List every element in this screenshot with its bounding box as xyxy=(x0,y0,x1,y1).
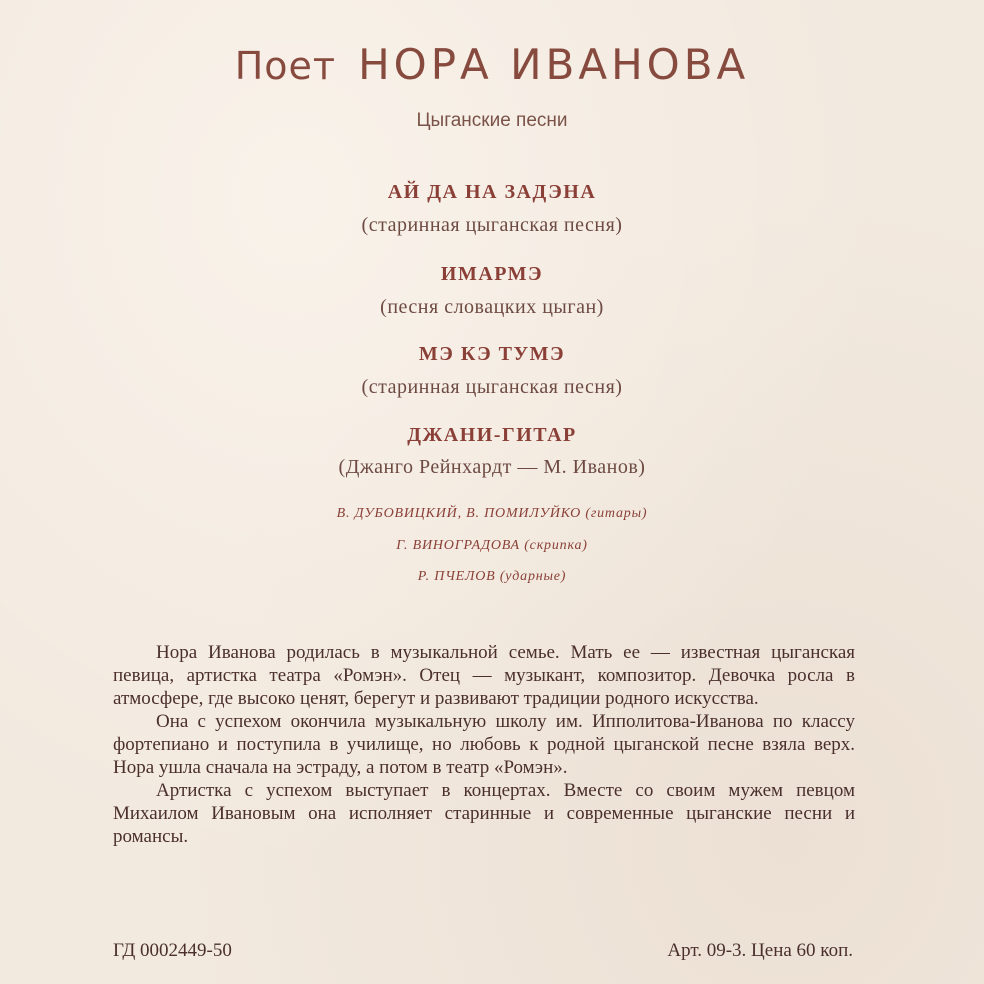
artist-name: НОРА ИВАНОВА xyxy=(358,40,750,89)
song-title: МЭ КЭ ТУМЭ xyxy=(418,343,566,365)
bio-paragraph: Нора Иванова родилась в музыкальной семье. Мать ее — известная цыганская певица, артистка театра «Ромэн». Отец — музыкант, композитор. Девочка росла в атмосфере, где высоко ценят, берегут и развивают традиции родного искусства. xyxy=(113,642,855,709)
song-title: ДЖАНИ-ГИТАР xyxy=(407,424,577,446)
song-title: ИМАРМЭ xyxy=(440,263,544,285)
song-note: (старинная цыганская песня) xyxy=(361,376,623,398)
song-title: АЙ ДА НА ЗАДЭНА xyxy=(387,181,597,203)
performer-line: Р. ПЧЕЛОВ (ударные) xyxy=(417,569,567,584)
song-note: (старинная цыганская песня) xyxy=(361,214,623,236)
performer-line: Г. ВИНОГРАДОВА (скрипка) xyxy=(396,538,588,553)
catalog-number: ГД 0002449-50 xyxy=(113,940,232,961)
header-title xyxy=(0,40,984,89)
price-label: Арт. 09-3. Цена 60 коп. xyxy=(667,940,853,961)
performer-line: В. ДУБОВИЦКИЙ, В. ПОМИЛУЙКО (гитары) xyxy=(336,506,648,521)
bio-paragraph: Она с успехом окончила музыкальную школу им. Ипполитова-Иванова по классу фортепиано и поступила в училище, но любовь к родной цыганской песне взяла верх. Нора ушла сначала на эстраду, а потом в театр «Ромэн». xyxy=(113,711,855,778)
artist-biography xyxy=(113,641,855,848)
album-subtitle: Цыганские песни xyxy=(416,110,568,131)
song-note: (песня словацких цыган) xyxy=(380,296,604,318)
header-prefix: Поет xyxy=(234,44,337,88)
song-note: (Джанго Рейнхардт — М. Иванов) xyxy=(338,456,646,478)
bio-paragraph: Артистка с успехом выступает в концертах. Вместе со своим мужем певцом Михаилом Ивановым она исполняет старинные и современные цыганские песни и романсы. xyxy=(113,780,855,847)
